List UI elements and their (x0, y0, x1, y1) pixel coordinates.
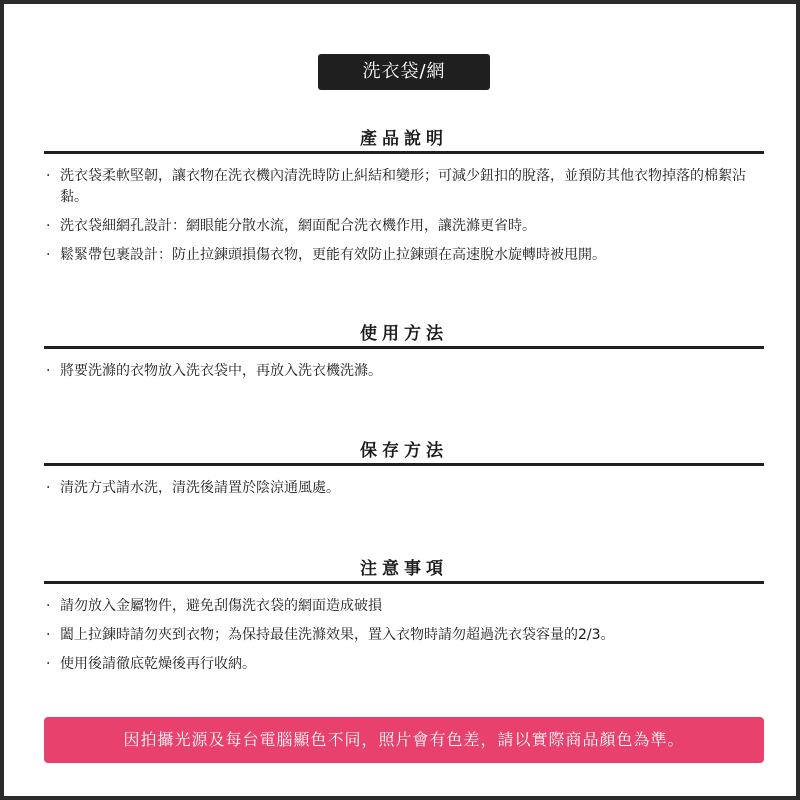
list-item (44, 478, 768, 499)
bullet-dot: · (46, 168, 51, 184)
description-item-2: 洗衣袋細網孔設計：網眼能分散水流，網面配合洗衣機作用，讓洗滌更省時。 (60, 218, 536, 234)
storage-item-1: 清洗方式請水洗，清洗後請置於陰涼通風處。 (60, 480, 340, 496)
list-item (44, 216, 768, 237)
description-list (44, 166, 768, 274)
section-divider-usage (44, 346, 764, 349)
notes-item-2: 闔上拉鍊時請勿夾到衣物；為保持最佳洗滌效果，置入衣物時請勿超過洗衣袋容量的2/3。 (60, 627, 615, 643)
bullet-dot: · (46, 480, 51, 496)
usage-item-1: 將要洗滌的衣物放入洗衣袋中，再放入洗衣機洗滌。 (60, 363, 382, 379)
section-divider-description (44, 151, 764, 154)
bullet-dot: · (46, 363, 51, 379)
section-heading-usage: 使用方法 (360, 324, 448, 344)
list-item (44, 625, 768, 646)
description-item-3: 鬆緊帶包裹設計：防止拉鍊頭損傷衣物，更能有效防止拉鍊頭在高速脫水旋轉時被甩開。 (60, 247, 606, 263)
notes-list (44, 596, 768, 683)
color-disclaimer-banner: 因拍攝光源及每台電腦顯色不同，照片會有色差，請以實際商品顏色為準。 (44, 717, 764, 763)
bullet-dot: · (46, 247, 51, 263)
section-divider-notes (44, 581, 764, 584)
list-item (44, 654, 768, 675)
list-item (44, 361, 768, 382)
list-item (44, 596, 768, 617)
notes-item-1: 請勿放入金屬物件，避免刮傷洗衣袋的網面造成破損 (60, 598, 382, 614)
section-divider-storage (44, 463, 764, 466)
section-heading-description: 產品說明 (360, 129, 448, 149)
notes-item-3: 使用後請徹底乾燥後再行收納。 (60, 656, 256, 672)
list-item (44, 166, 768, 208)
section-heading-notes: 注意事項 (360, 559, 448, 579)
bullet-dot: · (46, 656, 51, 672)
bullet-dot: · (46, 598, 51, 614)
usage-list (44, 361, 768, 390)
bullet-dot: · (46, 218, 51, 234)
storage-list (44, 478, 768, 507)
list-item (44, 245, 768, 266)
bullet-dot: · (46, 627, 51, 643)
description-item-1: 洗衣袋柔軟堅韌，讓衣物在洗衣機內清洗時防止糾結和變形；可減少鈕扣的脫落，並預防其他衣物掉落的棉絮沾黏。 (60, 168, 746, 205)
page-title: 洗衣袋/網 (318, 54, 490, 90)
section-heading-storage: 保存方法 (360, 441, 448, 461)
